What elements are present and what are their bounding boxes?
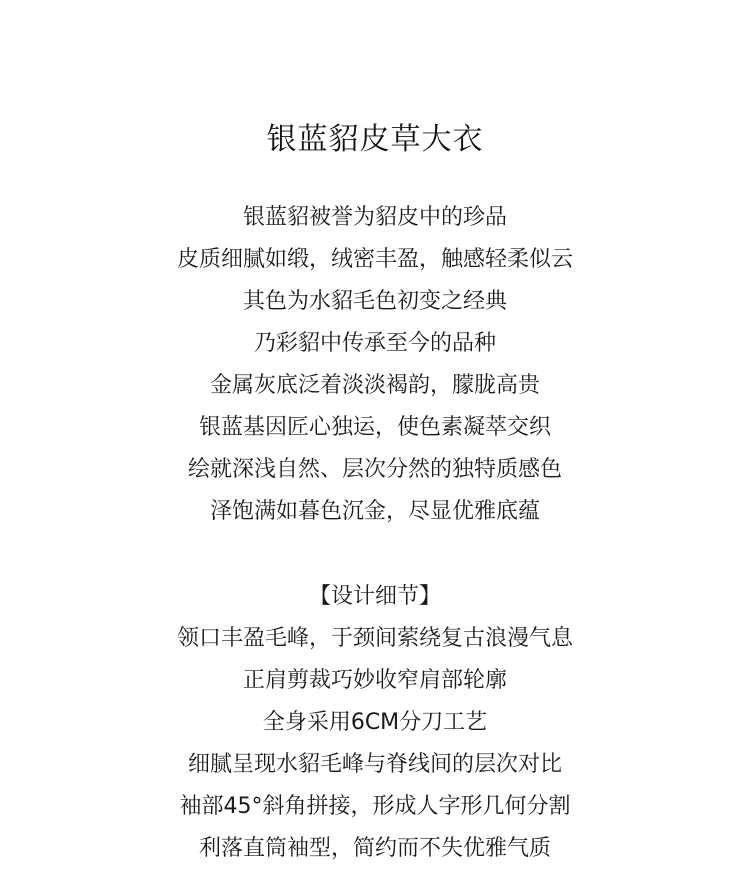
intro-line: 银蓝貂被誉为貂皮中的珍品 bbox=[242, 205, 507, 230]
details-heading: 【设计细节】 bbox=[308, 584, 441, 609]
details-line: 细腻呈现水貂毛峰与脊线间的层次对比 bbox=[187, 752, 562, 777]
details-line: 利落直筒袖型，简约而不失优雅气质 bbox=[198, 836, 551, 861]
details-line: 全身采用6CM分刀工艺 bbox=[262, 710, 488, 735]
details-line: 袖部45°斜角拼接，形成人字形几何分割 bbox=[179, 794, 571, 819]
product-title: 银蓝貂皮草大衣 bbox=[266, 122, 484, 157]
intro-line: 乃彩貂中传承至今的品种 bbox=[253, 331, 496, 356]
intro-line: 其色为水貂毛色初变之经典 bbox=[242, 289, 507, 314]
intro-line: 绘就深浅自然、层次分然的独特质感色 bbox=[187, 457, 562, 482]
intro-line: 泽饱满如暮色沉金，尽显优雅底蕴 bbox=[209, 499, 540, 524]
details-line: 领口丰盈毛峰，于颈间萦绕复古浪漫气息 bbox=[176, 626, 573, 651]
details-line: 正肩剪裁巧妙收窄肩部轮廓 bbox=[242, 668, 507, 693]
design-details bbox=[0, 576, 750, 870]
intro-description bbox=[0, 197, 750, 533]
intro-line: 金属灰底泛着淡淡褐韵，朦胧高贵 bbox=[209, 373, 540, 398]
intro-line: 银蓝基因匠心独运，使色素凝萃交织 bbox=[198, 415, 551, 440]
intro-line: 皮质细腻如缎，绒密丰盈，触感轻柔似云 bbox=[176, 247, 573, 272]
